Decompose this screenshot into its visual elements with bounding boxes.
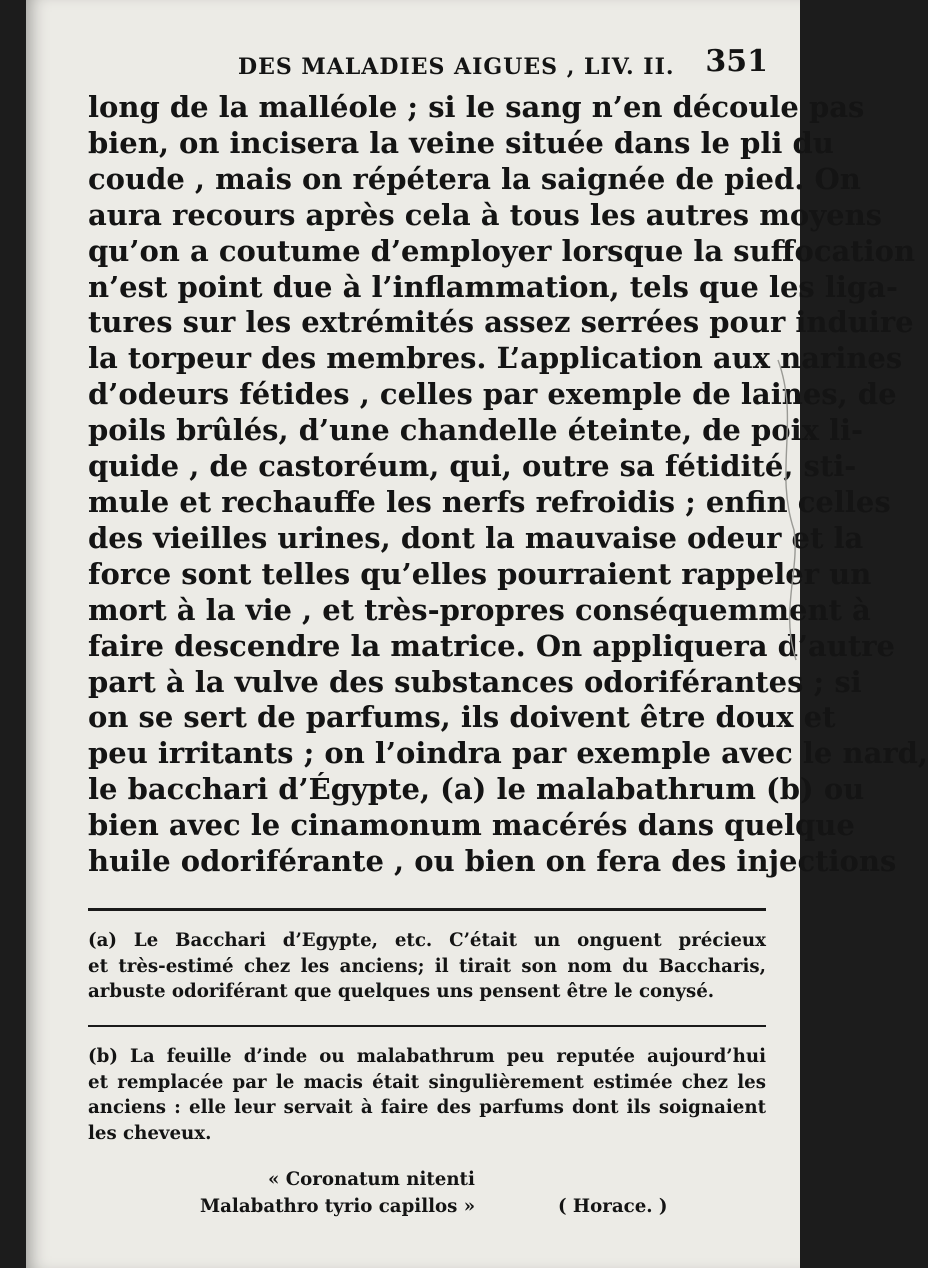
running-head: DES MALADIES AIGUES , LIV. II. (238, 54, 675, 80)
body-line: peu irritants ; on l’oindra par exemple avec le nard, (88, 736, 928, 771)
body-line: huile odoriférante , ou bien on fera des injections (88, 844, 897, 879)
quotation-text: Malabathro tyrio capillos » (200, 1196, 476, 1217)
body-line: quide , de castoréum, qui, outre sa fétidité, sti- (88, 449, 857, 484)
body-line: bien avec le cinamonum macérés dans quelque (88, 808, 855, 843)
body-line: qu’on a coutume d’employer lorsque la suffocation (88, 233, 916, 268)
body-line: des vieilles urines, dont la mauvaise odeur et la (88, 520, 864, 555)
body-line: d’odeurs fétides , celles par exemple de laines, de (88, 377, 897, 412)
pencil-mark (770, 360, 800, 660)
footnote-a (88, 928, 766, 1005)
body-text (88, 90, 928, 880)
quotation-text: « Coronatum nitenti (268, 1169, 475, 1190)
page-number: 351 (705, 44, 768, 79)
footnote-line: et très-estimé chez les anciens; il tirait son nom du Baccharis, (88, 955, 766, 977)
footnote-line: arbuste odoriférant que quelques uns pensent être le conysé. (88, 981, 715, 1002)
book-page (26, 0, 928, 1268)
footnote-line: anciens : elle leur servait à faire des parfums dont ils soignaient (88, 1097, 766, 1118)
body-line: poils brûlés, d’une chandelle éteinte, de poix li- (88, 413, 864, 448)
body-line: faire descendre la matrice. On appliquera d’autre (88, 628, 896, 663)
body-line: bien, on incisera la veine située dans le pli du (88, 125, 834, 160)
body-line: long de la malléole ; si le sang n’en découle pas (88, 90, 865, 124)
quotation-source: ( Horace. ) (558, 1196, 668, 1217)
body-line: le bacchari d’Égypte, (a) le malabathrum (b) ou (88, 772, 865, 807)
body-line: la torpeur des membres. L’application aux narines (88, 341, 903, 376)
body-line: on se sert de parfums, ils doivent être doux et (88, 700, 836, 735)
footnote-line: et remplacée par le macis était singulièrement estimée chez les (88, 1071, 766, 1093)
body-line: coude , mais on répétera la saignée de pied. On (88, 161, 861, 196)
footnote-line: les cheveux. (88, 1122, 212, 1144)
footnote-line: (a) Le Bacchari d’Egypte, etc. C’était un onguent précieux (88, 930, 766, 951)
body-line: n’est point due à l’inflammation, tels que les liga- (88, 269, 898, 304)
body-line: tures sur les extrémités assez serrées pour induire (88, 305, 914, 340)
body-line: part à la vulve des substances odoriférantes ; si (88, 664, 862, 699)
page-header (88, 40, 778, 90)
body-line: mort à la vie , et très-propres conséquemment à (88, 592, 871, 627)
body-line: force sont telles qu’elles pourraient rappeler un (88, 556, 872, 591)
body-line: aura recours après cela à tous les autres moyens (88, 197, 882, 232)
footnote-b (88, 1044, 766, 1146)
footnote-divider-rule (88, 1025, 766, 1027)
body-line: mule et rechauffe les nerfs refroidis ; enfin celles (88, 484, 891, 519)
footnote-separator-rule (88, 908, 766, 911)
footnote-line: (b) La feuille d’inde ou malabathrum peu reputée aujourd’hui (88, 1046, 766, 1067)
